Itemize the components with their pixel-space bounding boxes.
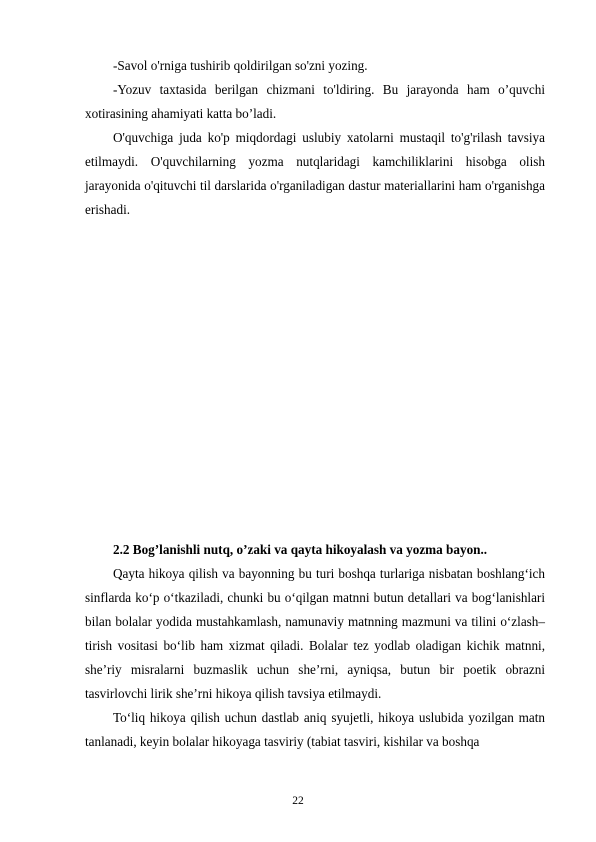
paragraph: O'quvchiga juda ko'p miqdordagi uslubiy xatolarni mustaqil to'g'rilash tavsiya etilmaydi. O'quvchilarning yozma nutqlaridagi kamchiliklarini hisobga olish jarayonida o'qituvchi til darslarida o'rganiladigan dastur materiallarini ham o'rganishga erishadi. [85, 130, 545, 217]
paragraph: To‘liq hikoya qilish uchun dastlab aniq syujetli, hikoya uslubida yozilgan matn tanlanadi, keyin bolalar hikoyaga tasviriy (tabiat tasviri, kishilar va boshqa [85, 710, 545, 749]
page-number: 22 [292, 795, 304, 807]
section-heading: 2.2 Bog’lanishli nutq, o’zaki va qayta hikoyalash va yozma bayon.. [113, 542, 488, 557]
paragraph: -Yozuv taxtasida berilgan chizmani to'ldiring. Bu jarayonda ham o’quvchi xotirasining ahamiyati katta bo’ladi. [85, 82, 545, 121]
text-section-bottom [85, 538, 545, 754]
paragraph: Qayta hikoya qilish va bayonning bu turi boshqa turlariga nisbatan boshlang‘ich sinflarda ko‘p o‘tkaziladi, chunki bu o‘qilgan matnni butun detallari va bog‘lanishlari bilan bolalar yodida mustahkamlash, namunaviy matnning mazmuni va tilini o‘zlash– tirish vositasi bo‘lib ham xizmat qiladi. Bolalar tez yodlab oladigan kichik matnni, she’riy misralarni buzmaslik uchun she’rni, ayniqsa, butun bir poetik obrazni tasvirlovchi lirik she’rni hikoya qilish tavsiya etilmaydi. [85, 566, 545, 701]
paragraph: -Savol o'rniga tushirib qoldirilgan so'zni yozing. [113, 58, 368, 73]
text-section-top [85, 54, 545, 222]
